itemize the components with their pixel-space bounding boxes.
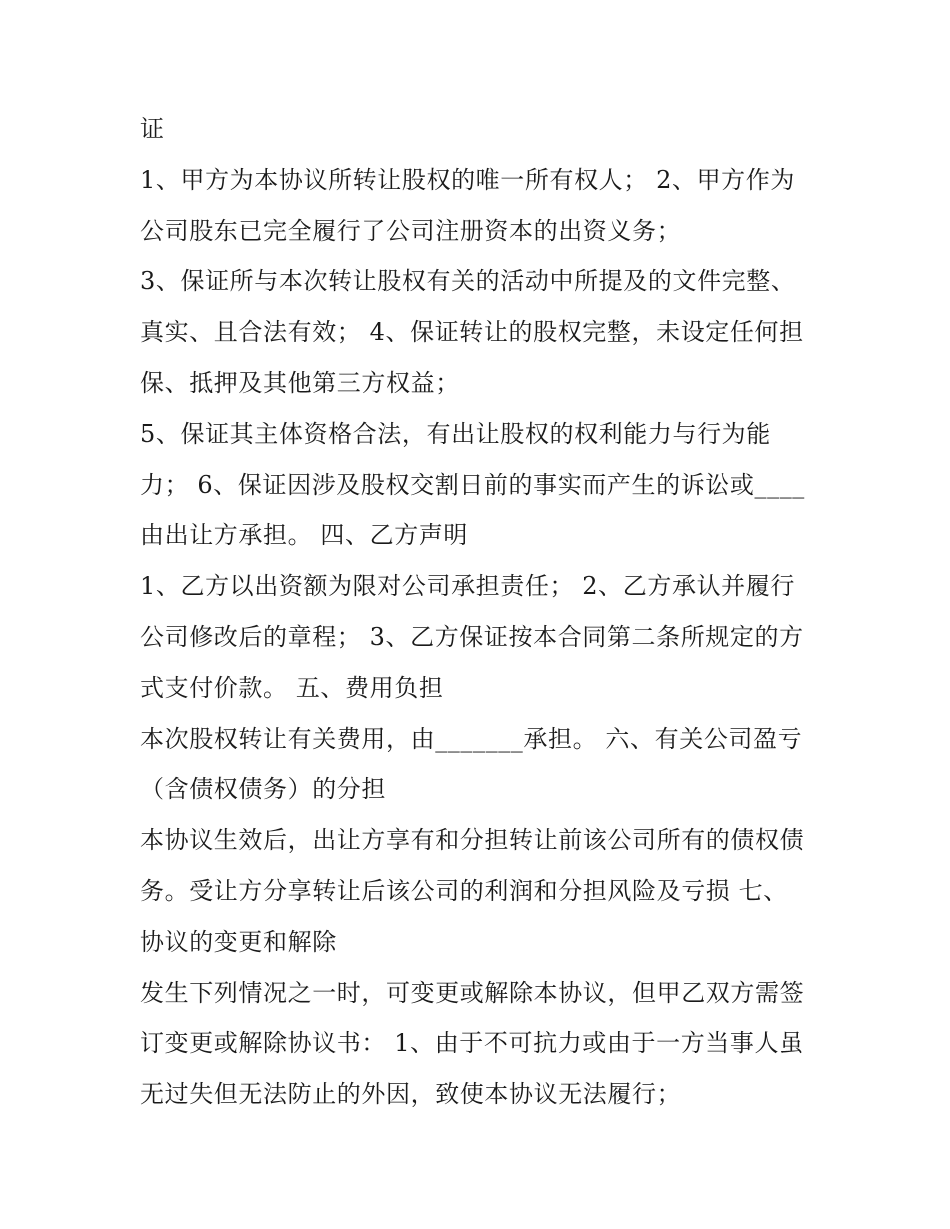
- text-line: 真实、且合法有效； 4、保证转让的股权完整，未设定任何担: [140, 318, 804, 347]
- text-line: 证: [140, 115, 165, 143]
- text-line: 公司修改后的章程； 3、乙方保证按本合同第二条所规定的方: [140, 622, 804, 651]
- text-line: 式支付价款。 五、费用负担: [140, 673, 444, 702]
- text-line: 务。受让方分享转让后该公司的利润和分担风险及亏损 七、: [140, 876, 788, 905]
- text-line: 订变更或解除协议书： 1、由于不可抗力或由于一方当事人虽: [140, 1029, 804, 1058]
- text-line: 3、保证所与本次转让股权有关的活动中所提及的文件完整、: [140, 267, 796, 296]
- text-line: 5、保证其主体资格合法，有出让股权的权利能力与行为能: [140, 419, 771, 448]
- text-line: 公司股东已完全履行了公司注册资本的出资义务；: [140, 216, 682, 245]
- text-line: 力； 6、保证因涉及股权交割日前的事实而产生的诉讼或____: [140, 470, 805, 499]
- text-line: 发生下列情况之一时，可变更或解除本协议，但甲乙双方需签: [140, 978, 805, 1007]
- text-line: 协议的变更和解除: [140, 927, 337, 956]
- text-line: 本次股权转让有关费用，由_______承担。 六、有关公司盈亏: [140, 724, 803, 753]
- text-line: 保、抵押及其他第三方权益；: [140, 368, 460, 397]
- text-line: 1、乙方以出资额为限对公司承担责任； 2、乙方承认并履行: [140, 572, 795, 601]
- text-line: 1、甲方为本协议所转让股权的唯一所有权人； 2、甲方作为: [140, 165, 795, 194]
- text-line: 本协议生效后，出让方享有和分担转让前该公司所有的债权债: [140, 826, 805, 855]
- text-line: 无过失但无法防止的外因，致使本协议无法履行；: [140, 1080, 682, 1109]
- text-line: 由出让方承担。 四、乙方声明: [140, 521, 469, 550]
- document-body: [140, 104, 830, 1120]
- text-line: （含债权债务）的分担: [140, 775, 386, 804]
